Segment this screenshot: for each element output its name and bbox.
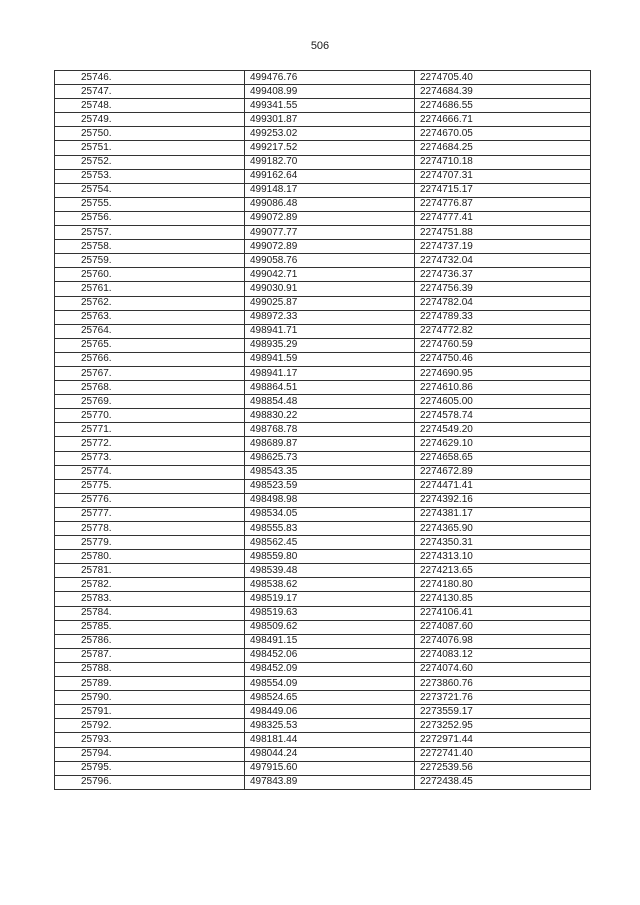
point-number-cell: 25761. (55, 282, 245, 296)
y-coordinate-cell: 2274736.37 (415, 268, 591, 282)
table-row (55, 677, 591, 691)
y-coordinate-cell: 2274083.12 (415, 648, 591, 662)
x-coordinate-cell: 498534.05 (245, 507, 415, 521)
x-coordinate-cell: 498768.78 (245, 423, 415, 437)
table-row (55, 662, 591, 676)
x-coordinate-cell: 498972.33 (245, 310, 415, 324)
y-coordinate-cell: 2274313.10 (415, 550, 591, 564)
point-number-cell: 25780. (55, 550, 245, 564)
x-coordinate-cell: 499162.64 (245, 169, 415, 183)
x-coordinate-cell: 499341.55 (245, 99, 415, 113)
y-coordinate-cell: 2273860.76 (415, 677, 591, 691)
y-coordinate-cell: 2274666.71 (415, 113, 591, 127)
x-coordinate-cell: 498625.73 (245, 451, 415, 465)
y-coordinate-cell: 2274684.25 (415, 141, 591, 155)
x-coordinate-cell: 498539.48 (245, 564, 415, 578)
x-coordinate-cell: 498689.87 (245, 437, 415, 451)
x-coordinate-cell: 499182.70 (245, 155, 415, 169)
x-coordinate-cell: 499086.48 (245, 197, 415, 211)
x-coordinate-cell: 498044.24 (245, 747, 415, 761)
x-coordinate-cell: 499301.87 (245, 113, 415, 127)
y-coordinate-cell: 2274629.10 (415, 437, 591, 451)
table-row (55, 606, 591, 620)
y-coordinate-cell: 2274686.55 (415, 99, 591, 113)
y-coordinate-cell: 2274670.05 (415, 127, 591, 141)
x-coordinate-cell: 498509.62 (245, 620, 415, 634)
x-coordinate-cell: 497843.89 (245, 775, 415, 789)
y-coordinate-cell: 2274471.41 (415, 479, 591, 493)
table-row (55, 423, 591, 437)
x-coordinate-cell: 498519.17 (245, 592, 415, 606)
x-coordinate-cell: 498864.51 (245, 381, 415, 395)
table-row (55, 620, 591, 634)
y-coordinate-cell: 2274789.33 (415, 310, 591, 324)
y-coordinate-cell: 2274106.41 (415, 606, 591, 620)
table-row (55, 705, 591, 719)
point-number-cell: 25782. (55, 578, 245, 592)
y-coordinate-cell: 2274610.86 (415, 381, 591, 395)
point-number-cell: 25747. (55, 85, 245, 99)
table-row (55, 761, 591, 775)
point-number-cell: 25781. (55, 564, 245, 578)
x-coordinate-cell: 499077.77 (245, 226, 415, 240)
x-coordinate-cell: 498519.63 (245, 606, 415, 620)
x-coordinate-cell: 499253.02 (245, 127, 415, 141)
point-number-cell: 25754. (55, 183, 245, 197)
y-coordinate-cell: 2274076.98 (415, 634, 591, 648)
x-coordinate-cell: 499058.76 (245, 254, 415, 268)
table-row (55, 493, 591, 507)
y-coordinate-cell: 2272438.45 (415, 775, 591, 789)
table-row (55, 197, 591, 211)
point-number-cell: 25769. (55, 395, 245, 409)
point-number-cell: 25749. (55, 113, 245, 127)
point-number-cell: 25776. (55, 493, 245, 507)
y-coordinate-cell: 2273721.76 (415, 691, 591, 705)
y-coordinate-cell: 2274690.95 (415, 366, 591, 380)
table-row (55, 211, 591, 225)
table-row (55, 324, 591, 338)
x-coordinate-cell: 499072.89 (245, 211, 415, 225)
table-row (55, 366, 591, 380)
table-row (55, 183, 591, 197)
point-number-cell: 25762. (55, 296, 245, 310)
point-number-cell: 25773. (55, 451, 245, 465)
point-number-cell: 25787. (55, 648, 245, 662)
point-number-cell: 25763. (55, 310, 245, 324)
x-coordinate-cell: 498498.98 (245, 493, 415, 507)
point-number-cell: 25751. (55, 141, 245, 155)
point-number-cell: 25796. (55, 775, 245, 789)
point-number-cell: 25764. (55, 324, 245, 338)
x-coordinate-cell: 498524.65 (245, 691, 415, 705)
table-row (55, 352, 591, 366)
point-number-cell: 25793. (55, 733, 245, 747)
coordinates-table (54, 70, 591, 790)
point-number-cell: 25791. (55, 705, 245, 719)
table-row (55, 747, 591, 761)
table-row (55, 479, 591, 493)
table-row (55, 268, 591, 282)
table-row (55, 381, 591, 395)
table-row (55, 409, 591, 423)
x-coordinate-cell: 498523.59 (245, 479, 415, 493)
x-coordinate-cell: 498449.06 (245, 705, 415, 719)
y-coordinate-cell: 2274756.39 (415, 282, 591, 296)
table-row (55, 141, 591, 155)
y-coordinate-cell: 2274672.89 (415, 465, 591, 479)
y-coordinate-cell: 2272971.44 (415, 733, 591, 747)
y-coordinate-cell: 2274760.59 (415, 338, 591, 352)
table-row (55, 254, 591, 268)
y-coordinate-cell: 2274751.88 (415, 226, 591, 240)
y-coordinate-cell: 2274777.41 (415, 211, 591, 225)
y-coordinate-cell: 2274087.60 (415, 620, 591, 634)
x-coordinate-cell: 498452.09 (245, 662, 415, 676)
x-coordinate-cell: 498559.80 (245, 550, 415, 564)
y-coordinate-cell: 2274782.04 (415, 296, 591, 310)
table-row (55, 536, 591, 550)
page-number: 506 (310, 40, 330, 52)
point-number-cell: 25752. (55, 155, 245, 169)
table-row (55, 592, 591, 606)
y-coordinate-cell: 2274578.74 (415, 409, 591, 423)
point-number-cell: 25770. (55, 409, 245, 423)
point-number-cell: 25772. (55, 437, 245, 451)
y-coordinate-cell: 2274658.65 (415, 451, 591, 465)
point-number-cell: 25775. (55, 479, 245, 493)
table-row (55, 296, 591, 310)
table-row (55, 169, 591, 183)
point-number-cell: 25755. (55, 197, 245, 211)
x-coordinate-cell: 498935.29 (245, 338, 415, 352)
table-row (55, 282, 591, 296)
point-number-cell: 25758. (55, 240, 245, 254)
y-coordinate-cell: 2274605.00 (415, 395, 591, 409)
point-number-cell: 25788. (55, 662, 245, 676)
table-row (55, 113, 591, 127)
x-coordinate-cell: 499476.76 (245, 71, 415, 85)
x-coordinate-cell: 498854.48 (245, 395, 415, 409)
y-coordinate-cell: 2274213.65 (415, 564, 591, 578)
y-coordinate-cell: 2274684.39 (415, 85, 591, 99)
x-coordinate-cell: 498543.35 (245, 465, 415, 479)
x-coordinate-cell: 499217.52 (245, 141, 415, 155)
y-coordinate-cell: 2273559.17 (415, 705, 591, 719)
y-coordinate-cell: 2272741.40 (415, 747, 591, 761)
x-coordinate-cell: 498452.06 (245, 648, 415, 662)
point-number-cell: 25746. (55, 71, 245, 85)
table-row (55, 71, 591, 85)
point-number-cell: 25795. (55, 761, 245, 775)
point-number-cell: 25794. (55, 747, 245, 761)
y-coordinate-cell: 2274732.04 (415, 254, 591, 268)
y-coordinate-cell: 2274707.31 (415, 169, 591, 183)
point-number-cell: 25748. (55, 99, 245, 113)
point-number-cell: 25750. (55, 127, 245, 141)
table-row (55, 719, 591, 733)
table-row (55, 648, 591, 662)
point-number-cell: 25774. (55, 465, 245, 479)
x-coordinate-cell: 498181.44 (245, 733, 415, 747)
y-coordinate-cell: 2274776.87 (415, 197, 591, 211)
point-number-cell: 25777. (55, 507, 245, 521)
y-coordinate-cell: 2274365.90 (415, 522, 591, 536)
table-row (55, 226, 591, 240)
table-row (55, 522, 591, 536)
x-coordinate-cell: 499042.71 (245, 268, 415, 282)
table-row (55, 127, 591, 141)
table-row (55, 451, 591, 465)
point-number-cell: 25783. (55, 592, 245, 606)
point-number-cell: 25753. (55, 169, 245, 183)
table-row (55, 733, 591, 747)
table-row (55, 85, 591, 99)
point-number-cell: 25785. (55, 620, 245, 634)
point-number-cell: 25765. (55, 338, 245, 352)
point-number-cell: 25759. (55, 254, 245, 268)
table-row (55, 395, 591, 409)
x-coordinate-cell: 499025.87 (245, 296, 415, 310)
y-coordinate-cell: 2274737.19 (415, 240, 591, 254)
x-coordinate-cell: 498830.22 (245, 409, 415, 423)
x-coordinate-cell: 498554.09 (245, 677, 415, 691)
y-coordinate-cell: 2274392.16 (415, 493, 591, 507)
x-coordinate-cell: 499408.99 (245, 85, 415, 99)
x-coordinate-cell: 497915.60 (245, 761, 415, 775)
y-coordinate-cell: 2274130.85 (415, 592, 591, 606)
point-number-cell: 25768. (55, 381, 245, 395)
point-number-cell: 25757. (55, 226, 245, 240)
x-coordinate-cell: 498941.59 (245, 352, 415, 366)
y-coordinate-cell: 2272539.56 (415, 761, 591, 775)
table-row (55, 465, 591, 479)
y-coordinate-cell: 2274772.82 (415, 324, 591, 338)
y-coordinate-cell: 2274549.20 (415, 423, 591, 437)
point-number-cell: 25784. (55, 606, 245, 620)
table-row (55, 155, 591, 169)
y-coordinate-cell: 2274705.40 (415, 71, 591, 85)
table-row (55, 310, 591, 324)
y-coordinate-cell: 2274381.17 (415, 507, 591, 521)
point-number-cell: 25779. (55, 536, 245, 550)
table-row (55, 564, 591, 578)
point-number-cell: 25756. (55, 211, 245, 225)
table-row (55, 550, 591, 564)
point-number-cell: 25760. (55, 268, 245, 282)
table-row (55, 691, 591, 705)
x-coordinate-cell: 498941.71 (245, 324, 415, 338)
x-coordinate-cell: 498555.83 (245, 522, 415, 536)
table-row (55, 99, 591, 113)
table-row (55, 240, 591, 254)
point-number-cell: 25789. (55, 677, 245, 691)
x-coordinate-cell: 499072.89 (245, 240, 415, 254)
x-coordinate-cell: 498941.17 (245, 366, 415, 380)
y-coordinate-cell: 2273252.95 (415, 719, 591, 733)
table-row (55, 775, 591, 789)
point-number-cell: 25786. (55, 634, 245, 648)
table-row (55, 634, 591, 648)
x-coordinate-cell: 498538.62 (245, 578, 415, 592)
coordinates-table-body (55, 71, 591, 790)
x-coordinate-cell: 499148.17 (245, 183, 415, 197)
table-row (55, 338, 591, 352)
x-coordinate-cell: 499030.91 (245, 282, 415, 296)
point-number-cell: 25790. (55, 691, 245, 705)
y-coordinate-cell: 2274180.80 (415, 578, 591, 592)
table-row (55, 437, 591, 451)
point-number-cell: 25778. (55, 522, 245, 536)
y-coordinate-cell: 2274750.46 (415, 352, 591, 366)
y-coordinate-cell: 2274715.17 (415, 183, 591, 197)
point-number-cell: 25767. (55, 366, 245, 380)
point-number-cell: 25766. (55, 352, 245, 366)
x-coordinate-cell: 498325.53 (245, 719, 415, 733)
point-number-cell: 25792. (55, 719, 245, 733)
x-coordinate-cell: 498491.15 (245, 634, 415, 648)
y-coordinate-cell: 2274710.18 (415, 155, 591, 169)
y-coordinate-cell: 2274074.60 (415, 662, 591, 676)
point-number-cell: 25771. (55, 423, 245, 437)
y-coordinate-cell: 2274350.31 (415, 536, 591, 550)
x-coordinate-cell: 498562.45 (245, 536, 415, 550)
table-row (55, 507, 591, 521)
table-row (55, 578, 591, 592)
